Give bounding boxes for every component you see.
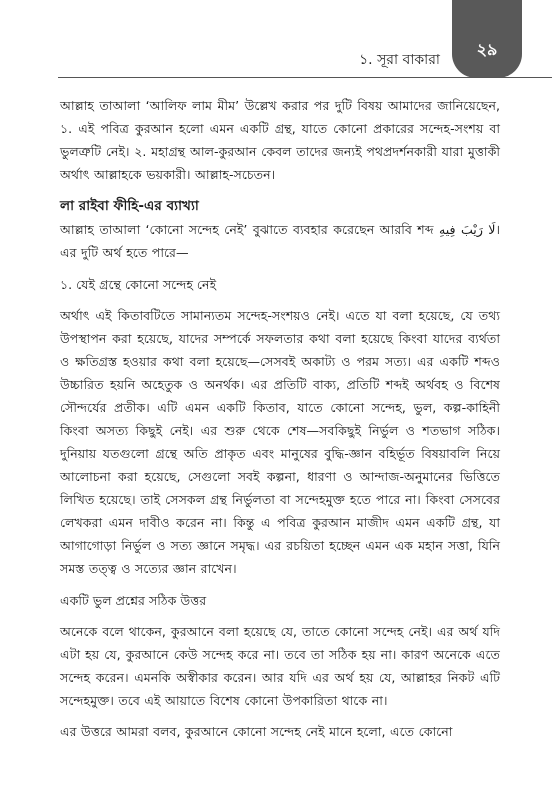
chapter-title: ১. সূরা বাকারা xyxy=(359,52,440,68)
section-heading: লা রাইবা ফীহি-এর ব্যাখ্যা xyxy=(60,198,199,214)
paragraph-explanation: অর্থাৎ এই কিতাবটিতে সামান্যতম সন্দেহ-সংশয়ও নেই। এতে যা বলা হয়েছে, যে তথ্য উপস্থাপন করা হয়েছে, যাদের সম্পর্কে সফলতার কথা বলা হয়েছে কিংবা যাদের ব্যর্থতা ও ক্ষতিগ্রস্ত হওয়ার কথা বলা হয়েছে—সেসবই অকাট্য ও পরম সত্য। এর একটি শব্দও উচ্চারিত হয়নি অহেতুক ও অনর্থক। এর প্রতিটি বাক্য, প্রতিটি শব্দই অর্থবহ ও বিশেষ সৌন্দর্যের প্রতীক। এটি এমন একটি কিতাব, যাতে কোনো সন্দেহ, ভুল, কল্প-কাহিনী কিংবা অসত্য কিছুই নেই। এর শুরু থেকে শেষ—সবকিছুই নির্ভুল ও শতভাগ সঠিক। দুনিয়ায় যতগুলো গ্রন্থে অতি প্রাকৃত এবং মানুষের বুদ্ধি-জ্ঞান বহির্ভূত বিষয়াবলি নিয়ে আলোচনা করা হয়েছে, সেগুলো সবই কল্পনা, ধারণা ও আন্দাজ-অনুমানের ভিত্তিতে লিখিত হয়েছে। তাই সেসকল গ্রন্থ নির্ভুলতা বা সন্দেহমুক্ত হতে পারে না। কিংবা সেসবের লেখকরা এমন দাবীও করেন না। কিন্তু এ পবিত্র কুরআন মাজীদ এমন একটি গ্রন্থ, যা আগাগোড়া নির্ভুল ও সত্য জ্ঞানে সমৃদ্ধ। এর রচয়িতা হচ্ছেন এমন এক মহান সত্তা, যিনি সমস্ত তত্ত্ব ও সত্যের জ্ঞান রাখেন। xyxy=(60,308,500,576)
page-number: ২৯ xyxy=(476,40,498,59)
subheading-no-doubt: ১. যেই গ্রন্থে কোনো সন্দেহ নেই xyxy=(60,277,217,292)
page-number-tab xyxy=(452,0,522,78)
paragraph-intro: আল্লাহ তাআলা ‘আলিফ লাম মীম’ উল্লেখ করার পর দুটি বিষয় আমাদের জানিয়েছেন, ১. এই পবিত্র কুরআন হলো এমন একটি গ্রন্থ, যাতে কোনো প্রকারের সন্দেহ-সংশয় বা ভুলত্রুটি নেই। ২. মহাগ্রন্থ আল-কুরআন কেবল তাদের জন্যই পথপ্রদর্শনকারী যারা মুত্তাকী অর্থাৎ আল্লাহকে ভয়কারী। আল্লাহ-সচেতন। xyxy=(60,98,500,182)
page-content xyxy=(60,94,500,743)
subheading-question: একটি ভুল প্রশ্নের সঠিক উত্তর xyxy=(60,593,207,608)
header-divider xyxy=(58,77,552,78)
paragraph-answer: এর উত্তরে আমরা বলব, কুরআনে কোনো সন্দেহ নেই মানে হলো, এতে কোনো xyxy=(60,724,453,739)
paragraph-meaning: আল্লাহ তাআলা ‘কোনো সন্দেহ নেই’ বুঝাতে ব্যবহার করেছেন আরবি শব্দ لَا رَيْبَ فِيهِ। এর দুটি অর্থ হতে পারে— xyxy=(60,222,500,260)
paragraph-question: অনেকে বলে থাকেন, কুরআনে বলা হয়েছে যে, তাতে কোনো সন্দেহ নেই। এর অর্থ যদি এটা হয় যে, কুরআনে কেউ সন্দেহ করে না। তবে তা সঠিক হয় না। কারণ অনেকে এতে সন্দেহ করেন। এমনকি অস্বীকার করেন। আর যদি এর অর্থ হয় যে, আল্লাহর নিকট এটি সন্দেহমুক্ত। তবে এই আয়াতে বিশেষ কোনো উপকারিতা থাকে না। xyxy=(60,624,500,708)
page-header xyxy=(0,0,552,82)
